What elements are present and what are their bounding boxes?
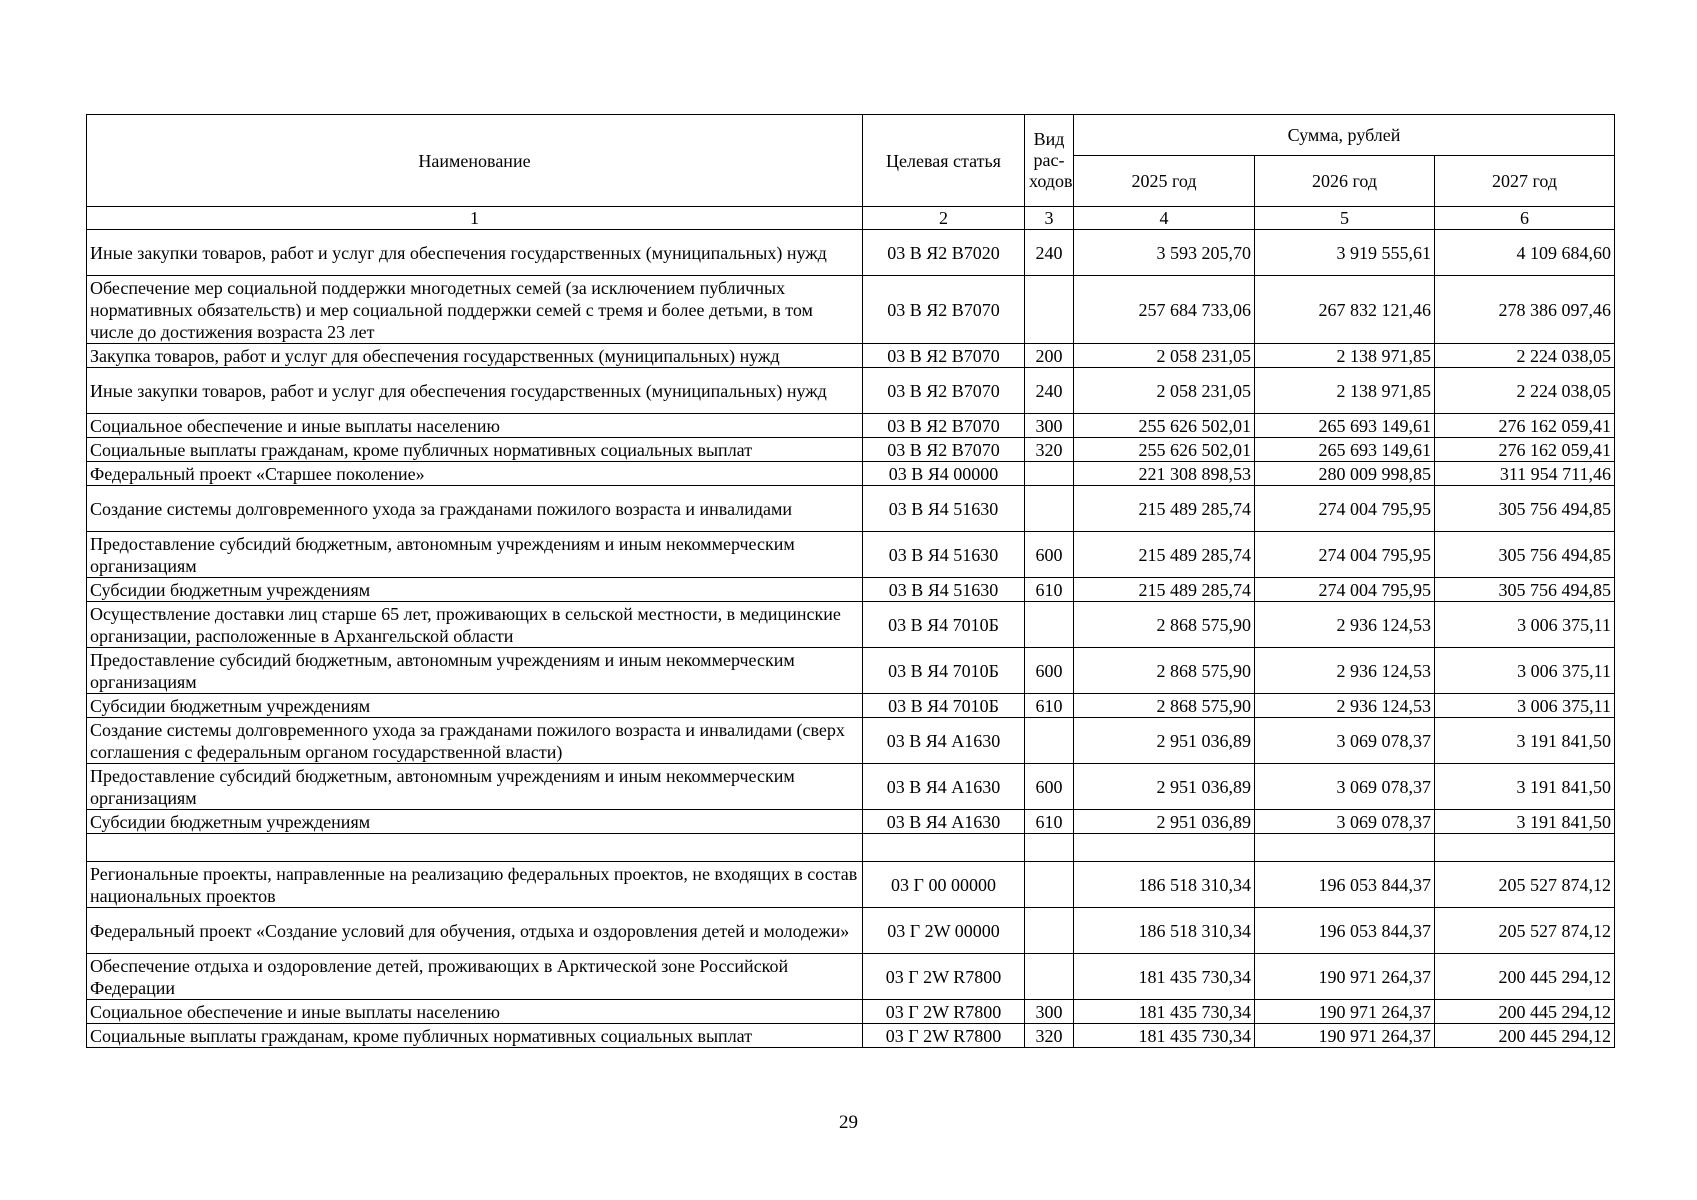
row-amount-2027: 200 445 294,12 bbox=[1435, 1024, 1615, 1048]
row-expense-type bbox=[1025, 462, 1074, 486]
table-row bbox=[87, 438, 1615, 462]
row-target-article: 03 В Я2 В7070 bbox=[863, 344, 1025, 368]
row-amount-2025: 2 868 575,90 bbox=[1074, 602, 1255, 648]
table-row bbox=[87, 1024, 1615, 1048]
table-row bbox=[87, 230, 1615, 276]
table-row bbox=[87, 486, 1615, 532]
column-number-row bbox=[87, 207, 1615, 230]
row-expense-type bbox=[1025, 862, 1074, 908]
header-year-2026: 2026 год bbox=[1255, 156, 1435, 207]
row-name: Федеральный проект «Создание условий для обучения, отдыха и оздоровления детей и молодежи» bbox=[87, 908, 863, 954]
row-name: Иные закупки товаров, работ и услуг для обеспечения государственных (муниципальных) нужд bbox=[87, 368, 863, 414]
table-row bbox=[87, 368, 1615, 414]
row-amount-2026: 196 053 844,37 bbox=[1255, 908, 1435, 954]
row-expense-type: 300 bbox=[1025, 414, 1074, 438]
row-name: Иные закупки товаров, работ и услуг для обеспечения государственных (муниципальных) нужд bbox=[87, 230, 863, 276]
table-row bbox=[87, 694, 1615, 718]
row-amount-2027: 2 224 038,05 bbox=[1435, 368, 1615, 414]
row-expense-type: 610 bbox=[1025, 694, 1074, 718]
row-amount-2026: 274 004 795,95 bbox=[1255, 578, 1435, 602]
row-expense-type: 610 bbox=[1025, 810, 1074, 834]
row-expense-type: 600 bbox=[1025, 532, 1074, 578]
row-amount-2025: 181 435 730,34 bbox=[1074, 1024, 1255, 1048]
row-amount-2025: 257 684 733,06 bbox=[1074, 276, 1255, 344]
row-expense-type: 610 bbox=[1025, 578, 1074, 602]
column-number: 6 bbox=[1435, 207, 1615, 230]
row-amount-2026: 267 832 121,46 bbox=[1255, 276, 1435, 344]
row-amount-2027: 276 162 059,41 bbox=[1435, 438, 1615, 462]
row-target-article: 03 В Я4 7010Б bbox=[863, 694, 1025, 718]
row-amount-2026: 3 069 078,37 bbox=[1255, 810, 1435, 834]
row-expense-type: 320 bbox=[1025, 1024, 1074, 1048]
row-amount-2026: 190 971 264,37 bbox=[1255, 954, 1435, 1000]
row-name: Создание системы долговременного ухода за гражданами пожилого возраста и инвалидами (сверх соглашения с федеральным органом государственной власти) bbox=[87, 718, 863, 764]
row-amount-2026: 3 919 555,61 bbox=[1255, 230, 1435, 276]
header-year-2027: 2027 год bbox=[1435, 156, 1615, 207]
row-target-article: 03 Г 2W R7800 bbox=[863, 1024, 1025, 1048]
row-expense-type bbox=[1025, 718, 1074, 764]
row-amount-2027: 205 527 874,12 bbox=[1435, 862, 1615, 908]
row-amount-2025: 186 518 310,34 bbox=[1074, 908, 1255, 954]
row-amount-2025: 2 058 231,05 bbox=[1074, 344, 1255, 368]
table-row bbox=[87, 862, 1615, 908]
row-amount-2026: 2 936 124,53 bbox=[1255, 648, 1435, 694]
row-amount-2027: 311 954 711,46 bbox=[1435, 462, 1615, 486]
row-amount-2026: 190 971 264,37 bbox=[1255, 1000, 1435, 1024]
header-sum: Сумма, рублей bbox=[1074, 115, 1615, 156]
row-amount-2026: 2 138 971,85 bbox=[1255, 368, 1435, 414]
row-name: Предоставление субсидий бюджетным, автономным учреждениям и иным некоммерческим организациям bbox=[87, 764, 863, 810]
row-amount-2027: 205 527 874,12 bbox=[1435, 908, 1615, 954]
row-target-article: 03 Г 2W R7800 bbox=[863, 1000, 1025, 1024]
row-amount-2025: 2 951 036,89 bbox=[1074, 718, 1255, 764]
column-number: 1 bbox=[87, 207, 863, 230]
row-amount-2026: 265 693 149,61 bbox=[1255, 414, 1435, 438]
row-target-article: 03 Г 00 00000 bbox=[863, 862, 1025, 908]
row-amount-2027: 276 162 059,41 bbox=[1435, 414, 1615, 438]
table-row bbox=[87, 462, 1615, 486]
table-row bbox=[87, 954, 1615, 1000]
row-target-article: 03 В Я4 00000 bbox=[863, 462, 1025, 486]
column-number: 3 bbox=[1025, 207, 1074, 230]
row-name: Обеспечение отдыха и оздоровление детей, проживающих в Арктической зоне Российской Федерации bbox=[87, 954, 863, 1000]
row-name: Социальные выплаты гражданам, кроме публичных нормативных социальных выплат bbox=[87, 438, 863, 462]
row-amount-2025 bbox=[1074, 834, 1255, 862]
row-amount-2025: 215 489 285,74 bbox=[1074, 486, 1255, 532]
column-number: 2 bbox=[863, 207, 1025, 230]
row-amount-2026: 3 069 078,37 bbox=[1255, 764, 1435, 810]
table-row bbox=[87, 602, 1615, 648]
table-row bbox=[87, 764, 1615, 810]
row-amount-2025: 2 951 036,89 bbox=[1074, 810, 1255, 834]
row-name: Субсидии бюджетным учреждениям bbox=[87, 694, 863, 718]
table-row bbox=[87, 276, 1615, 344]
row-amount-2027: 305 756 494,85 bbox=[1435, 486, 1615, 532]
table-row bbox=[87, 718, 1615, 764]
row-amount-2026: 280 009 998,85 bbox=[1255, 462, 1435, 486]
row-amount-2027: 3 191 841,50 bbox=[1435, 718, 1615, 764]
row-name: Обеспечение мер социальной поддержки многодетных семей (за исключением публичных нормативных обязательств) и мер социальной поддержки семей с тремя и более детьми, в том числе до достижения возраста 23 лет bbox=[87, 276, 863, 344]
row-amount-2026: 190 971 264,37 bbox=[1255, 1024, 1435, 1048]
header-expense-type: Вид рас-ходов bbox=[1025, 115, 1074, 207]
row-name: Закупка товаров, работ и услуг для обеспечения государственных (муниципальных) нужд bbox=[87, 344, 863, 368]
row-amount-2025: 215 489 285,74 bbox=[1074, 532, 1255, 578]
row-target-article: 03 В Я4 А1630 bbox=[863, 718, 1025, 764]
row-name: Федеральный проект «Старшее поколение» bbox=[87, 462, 863, 486]
row-amount-2025: 3 593 205,70 bbox=[1074, 230, 1255, 276]
row-expense-type: 240 bbox=[1025, 230, 1074, 276]
row-expense-type: 320 bbox=[1025, 438, 1074, 462]
row-amount-2025: 2 868 575,90 bbox=[1074, 694, 1255, 718]
row-expense-type bbox=[1025, 834, 1074, 862]
table-body bbox=[87, 230, 1615, 1048]
row-amount-2027: 3 191 841,50 bbox=[1435, 764, 1615, 810]
row-target-article: 03 В Я4 51630 bbox=[863, 578, 1025, 602]
row-amount-2025: 255 626 502,01 bbox=[1074, 414, 1255, 438]
row-target-article: 03 В Я2 В7070 bbox=[863, 438, 1025, 462]
row-amount-2027: 4 109 684,60 bbox=[1435, 230, 1615, 276]
row-name: Осуществление доставки лиц старше 65 лет, проживающих в сельской местности, в медицинские организации, расположенные в Архангельской области bbox=[87, 602, 863, 648]
row-amount-2027: 3 006 375,11 bbox=[1435, 602, 1615, 648]
row-target-article: 03 Г 2W 00000 bbox=[863, 908, 1025, 954]
row-expense-type bbox=[1025, 602, 1074, 648]
row-amount-2026: 3 069 078,37 bbox=[1255, 718, 1435, 764]
row-amount-2027 bbox=[1435, 834, 1615, 862]
header-year-2025: 2025 год bbox=[1074, 156, 1255, 207]
row-amount-2025: 215 489 285,74 bbox=[1074, 578, 1255, 602]
row-amount-2027: 200 445 294,12 bbox=[1435, 1000, 1615, 1024]
row-target-article: 03 В Я4 51630 bbox=[863, 486, 1025, 532]
row-amount-2027: 305 756 494,85 bbox=[1435, 578, 1615, 602]
row-amount-2027: 3 006 375,11 bbox=[1435, 694, 1615, 718]
table-row bbox=[87, 834, 1615, 862]
row-target-article: 03 В Я2 В7020 bbox=[863, 230, 1025, 276]
row-target-article: 03 В Я4 А1630 bbox=[863, 810, 1025, 834]
table-row bbox=[87, 648, 1615, 694]
row-amount-2026: 2 936 124,53 bbox=[1255, 602, 1435, 648]
row-amount-2026: 196 053 844,37 bbox=[1255, 862, 1435, 908]
row-expense-type: 600 bbox=[1025, 764, 1074, 810]
row-amount-2025: 186 518 310,34 bbox=[1074, 862, 1255, 908]
row-name: Предоставление субсидий бюджетным, автономным учреждениям и иным некоммерческим организациям bbox=[87, 648, 863, 694]
row-name: Создание системы долговременного ухода за гражданами пожилого возраста и инвалидами bbox=[87, 486, 863, 532]
row-target-article: 03 В Я4 7010Б bbox=[863, 648, 1025, 694]
row-amount-2025: 181 435 730,34 bbox=[1074, 1000, 1255, 1024]
row-name: Предоставление субсидий бюджетным, автономным учреждениям и иным некоммерческим организациям bbox=[87, 532, 863, 578]
row-target-article: 03 В Я4 51630 bbox=[863, 532, 1025, 578]
row-amount-2026: 2 138 971,85 bbox=[1255, 344, 1435, 368]
row-name: Субсидии бюджетным учреждениям bbox=[87, 810, 863, 834]
table-row bbox=[87, 344, 1615, 368]
row-expense-type: 300 bbox=[1025, 1000, 1074, 1024]
row-amount-2027: 2 224 038,05 bbox=[1435, 344, 1615, 368]
row-name bbox=[87, 834, 863, 862]
row-amount-2026 bbox=[1255, 834, 1435, 862]
row-expense-type: 240 bbox=[1025, 368, 1074, 414]
row-target-article: 03 В Я2 В7070 bbox=[863, 414, 1025, 438]
row-expense-type: 600 bbox=[1025, 648, 1074, 694]
page-number: 29 bbox=[839, 1112, 858, 1133]
row-amount-2025: 2 951 036,89 bbox=[1074, 764, 1255, 810]
row-expense-type: 200 bbox=[1025, 344, 1074, 368]
row-target-article: 03 В Я4 7010Б bbox=[863, 602, 1025, 648]
table-header bbox=[87, 115, 1615, 230]
row-amount-2026: 265 693 149,61 bbox=[1255, 438, 1435, 462]
row-name: Социальное обеспечение и иные выплаты населению bbox=[87, 1000, 863, 1024]
row-target-article: 03 В Я2 В7070 bbox=[863, 368, 1025, 414]
header-target-article: Целевая статья bbox=[863, 115, 1025, 207]
table-row bbox=[87, 532, 1615, 578]
row-name: Субсидии бюджетным учреждениям bbox=[87, 578, 863, 602]
table-row bbox=[87, 810, 1615, 834]
row-expense-type bbox=[1025, 486, 1074, 532]
table-row bbox=[87, 1000, 1615, 1024]
row-amount-2025: 221 308 898,53 bbox=[1074, 462, 1255, 486]
column-number: 5 bbox=[1255, 207, 1435, 230]
row-amount-2027: 278 386 097,46 bbox=[1435, 276, 1615, 344]
header-name: Наименование bbox=[87, 115, 863, 207]
row-amount-2026: 274 004 795,95 bbox=[1255, 532, 1435, 578]
row-amount-2027: 3 191 841,50 bbox=[1435, 810, 1615, 834]
row-target-article: 03 Г 2W R7800 bbox=[863, 954, 1025, 1000]
table-row bbox=[87, 908, 1615, 954]
column-number: 4 bbox=[1074, 207, 1255, 230]
row-target-article: 03 В Я2 В7070 bbox=[863, 276, 1025, 344]
row-target-article bbox=[863, 834, 1025, 862]
row-expense-type bbox=[1025, 908, 1074, 954]
row-amount-2027: 200 445 294,12 bbox=[1435, 954, 1615, 1000]
row-expense-type bbox=[1025, 954, 1074, 1000]
row-amount-2025: 181 435 730,34 bbox=[1074, 954, 1255, 1000]
row-amount-2026: 274 004 795,95 bbox=[1255, 486, 1435, 532]
table-row bbox=[87, 578, 1615, 602]
row-name: Социальные выплаты гражданам, кроме публичных нормативных социальных выплат bbox=[87, 1024, 863, 1048]
row-name: Региональные проекты, направленные на реализацию федеральных проектов, не входящих в состав национальных проектов bbox=[87, 862, 863, 908]
row-amount-2025: 255 626 502,01 bbox=[1074, 438, 1255, 462]
row-name: Социальное обеспечение и иные выплаты населению bbox=[87, 414, 863, 438]
row-amount-2025: 2 868 575,90 bbox=[1074, 648, 1255, 694]
row-amount-2027: 3 006 375,11 bbox=[1435, 648, 1615, 694]
row-expense-type bbox=[1025, 276, 1074, 344]
row-amount-2027: 305 756 494,85 bbox=[1435, 532, 1615, 578]
row-amount-2026: 2 936 124,53 bbox=[1255, 694, 1435, 718]
row-amount-2025: 2 058 231,05 bbox=[1074, 368, 1255, 414]
row-target-article: 03 В Я4 А1630 bbox=[863, 764, 1025, 810]
budget-table bbox=[86, 114, 1615, 1048]
table-row bbox=[87, 414, 1615, 438]
